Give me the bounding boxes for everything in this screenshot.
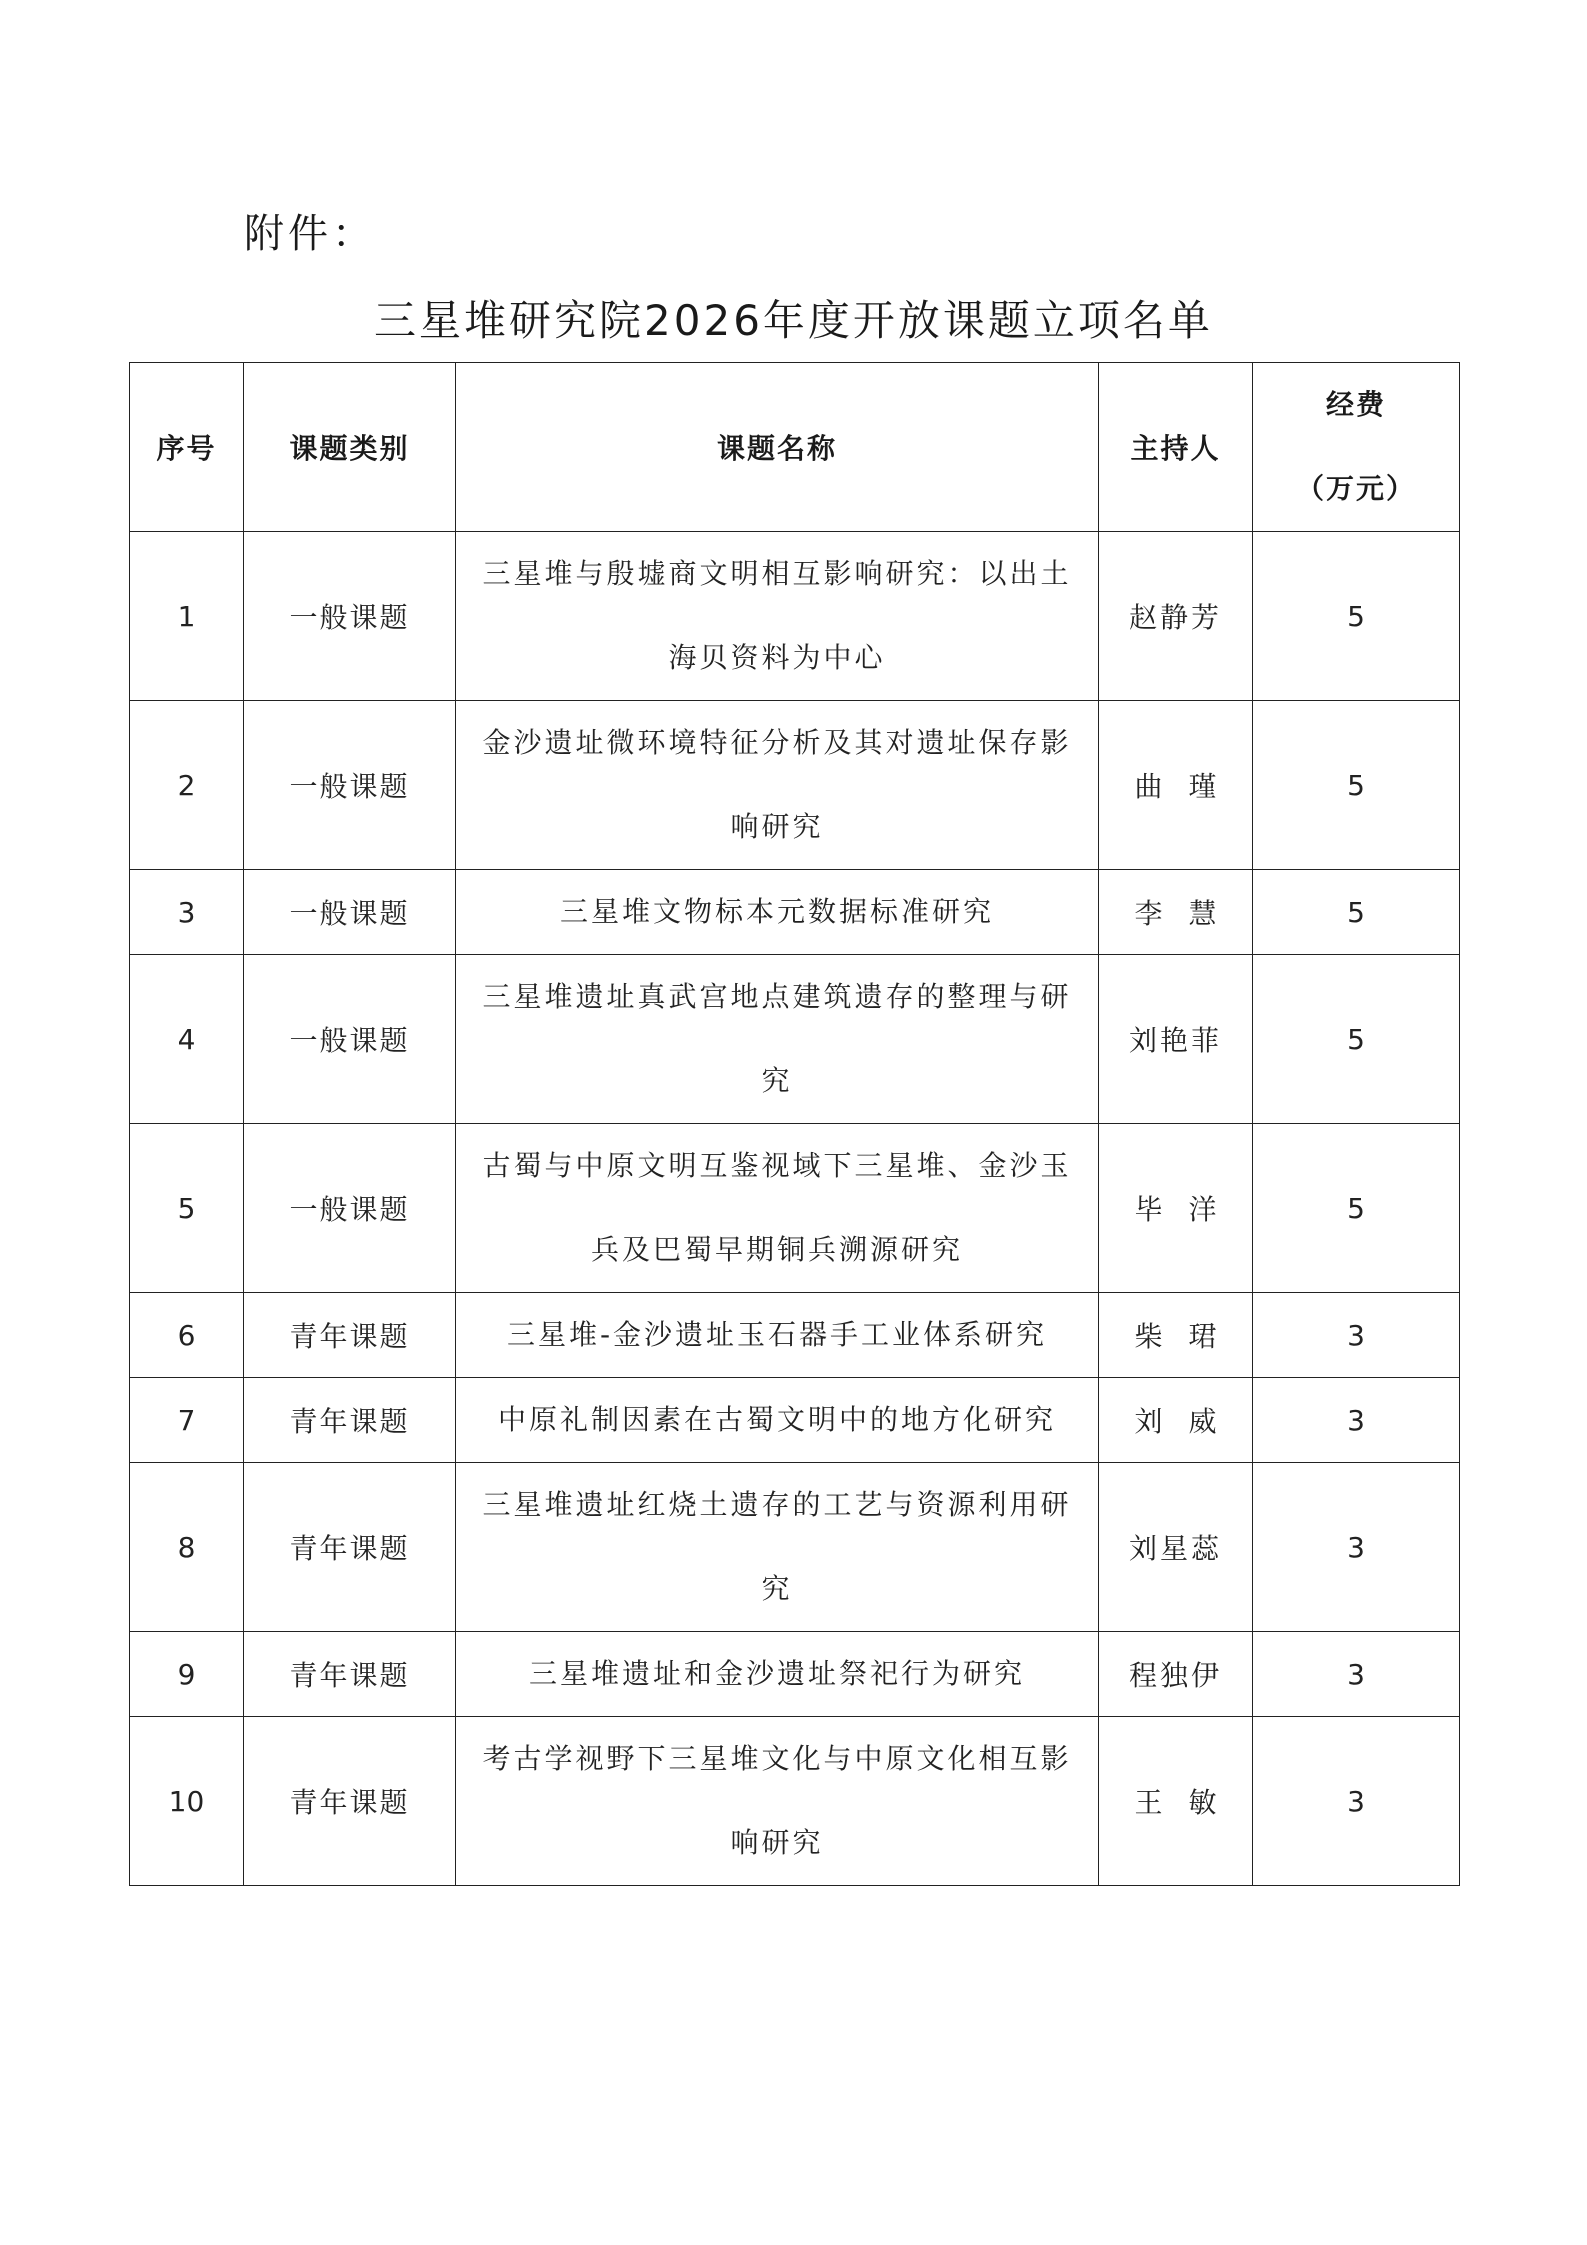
attachment-label: 附件： [244, 211, 376, 257]
row-funding: 3 [1253, 1293, 1460, 1378]
row-name: 三星堆遗址真武宫地点建筑遗存的整理与研究 [456, 955, 1099, 1124]
row-host: 柴珺 [1099, 1293, 1253, 1378]
row-category: 一般课题 [244, 701, 456, 870]
row-host: 赵静芳 [1099, 532, 1253, 701]
row-name: 考古学视野下三星堆文化与中原文化相互影响研究 [456, 1717, 1099, 1886]
row-category: 一般课题 [244, 955, 456, 1124]
row-host: 刘威 [1099, 1378, 1253, 1463]
table-row [130, 532, 1460, 701]
row-host: 毕洋 [1099, 1124, 1253, 1293]
row-category: 一般课题 [244, 532, 456, 701]
row-funding: 3 [1253, 1378, 1460, 1463]
header-category: 课题类别 [244, 363, 456, 532]
table-row [130, 701, 1460, 870]
row-name: 三星堆遗址和金沙遗址祭祀行为研究 [456, 1632, 1099, 1717]
row-category: 青年课题 [244, 1632, 456, 1717]
row-funding: 5 [1253, 955, 1460, 1124]
row-name: 三星堆文物标本元数据标准研究 [456, 870, 1099, 955]
row-host: 程独伊 [1099, 1632, 1253, 1717]
row-funding: 5 [1253, 870, 1460, 955]
row-no: 7 [130, 1378, 244, 1463]
row-host: 王敏 [1099, 1717, 1253, 1886]
project-list-table [129, 362, 1460, 1886]
row-name: 三星堆-金沙遗址玉石器手工业体系研究 [456, 1293, 1099, 1378]
row-name: 三星堆遗址红烧土遗存的工艺与资源利用研究 [456, 1463, 1099, 1632]
header-funding-unit: （万元） [1295, 472, 1416, 505]
row-category: 一般课题 [244, 1124, 456, 1293]
row-no: 8 [130, 1463, 244, 1632]
row-no: 1 [130, 532, 244, 701]
row-category: 青年课题 [244, 1463, 456, 1632]
row-funding: 3 [1253, 1463, 1460, 1632]
row-funding: 5 [1253, 701, 1460, 870]
row-category: 青年课题 [244, 1378, 456, 1463]
header-funding [1253, 363, 1460, 532]
table-row [130, 1717, 1460, 1886]
row-host: 李慧 [1099, 870, 1253, 955]
row-host: 刘艳菲 [1099, 955, 1253, 1124]
row-name: 三星堆与殷墟商文明相互影响研究：以出土海贝资料为中心 [456, 532, 1099, 701]
row-name: 金沙遗址微环境特征分析及其对遗址保存影响研究 [456, 701, 1099, 870]
row-name: 古蜀与中原文明互鉴视域下三星堆、金沙玉兵及巴蜀早期铜兵溯源研究 [456, 1124, 1099, 1293]
row-no: 9 [130, 1632, 244, 1717]
row-category: 一般课题 [244, 870, 456, 955]
header-name: 课题名称 [456, 363, 1099, 532]
header-funding-label: 经费 [1325, 388, 1386, 421]
table-row [130, 1378, 1460, 1463]
row-host: 刘星蕊 [1099, 1463, 1253, 1632]
row-category: 青年课题 [244, 1717, 456, 1886]
row-host: 曲瑾 [1099, 701, 1253, 870]
row-no: 6 [130, 1293, 244, 1378]
row-no: 3 [130, 870, 244, 955]
table-header-row [130, 363, 1460, 532]
row-funding: 5 [1253, 1124, 1460, 1293]
page-title: 三星堆研究院2026年度开放课题立项名单 [374, 296, 1213, 345]
table-row [130, 870, 1460, 955]
row-no: 4 [130, 955, 244, 1124]
row-funding: 3 [1253, 1632, 1460, 1717]
row-name: 中原礼制因素在古蜀文明中的地方化研究 [456, 1378, 1099, 1463]
row-no: 2 [130, 701, 244, 870]
table-row [130, 955, 1460, 1124]
table-row [130, 1463, 1460, 1632]
row-no: 10 [130, 1717, 244, 1886]
table-row [130, 1124, 1460, 1293]
row-funding: 3 [1253, 1717, 1460, 1886]
row-category: 青年课题 [244, 1293, 456, 1378]
table-row [130, 1632, 1460, 1717]
row-no: 5 [130, 1124, 244, 1293]
table-row [130, 1293, 1460, 1378]
header-no: 序号 [130, 363, 244, 532]
header-host: 主持人 [1099, 363, 1253, 532]
row-funding: 5 [1253, 532, 1460, 701]
